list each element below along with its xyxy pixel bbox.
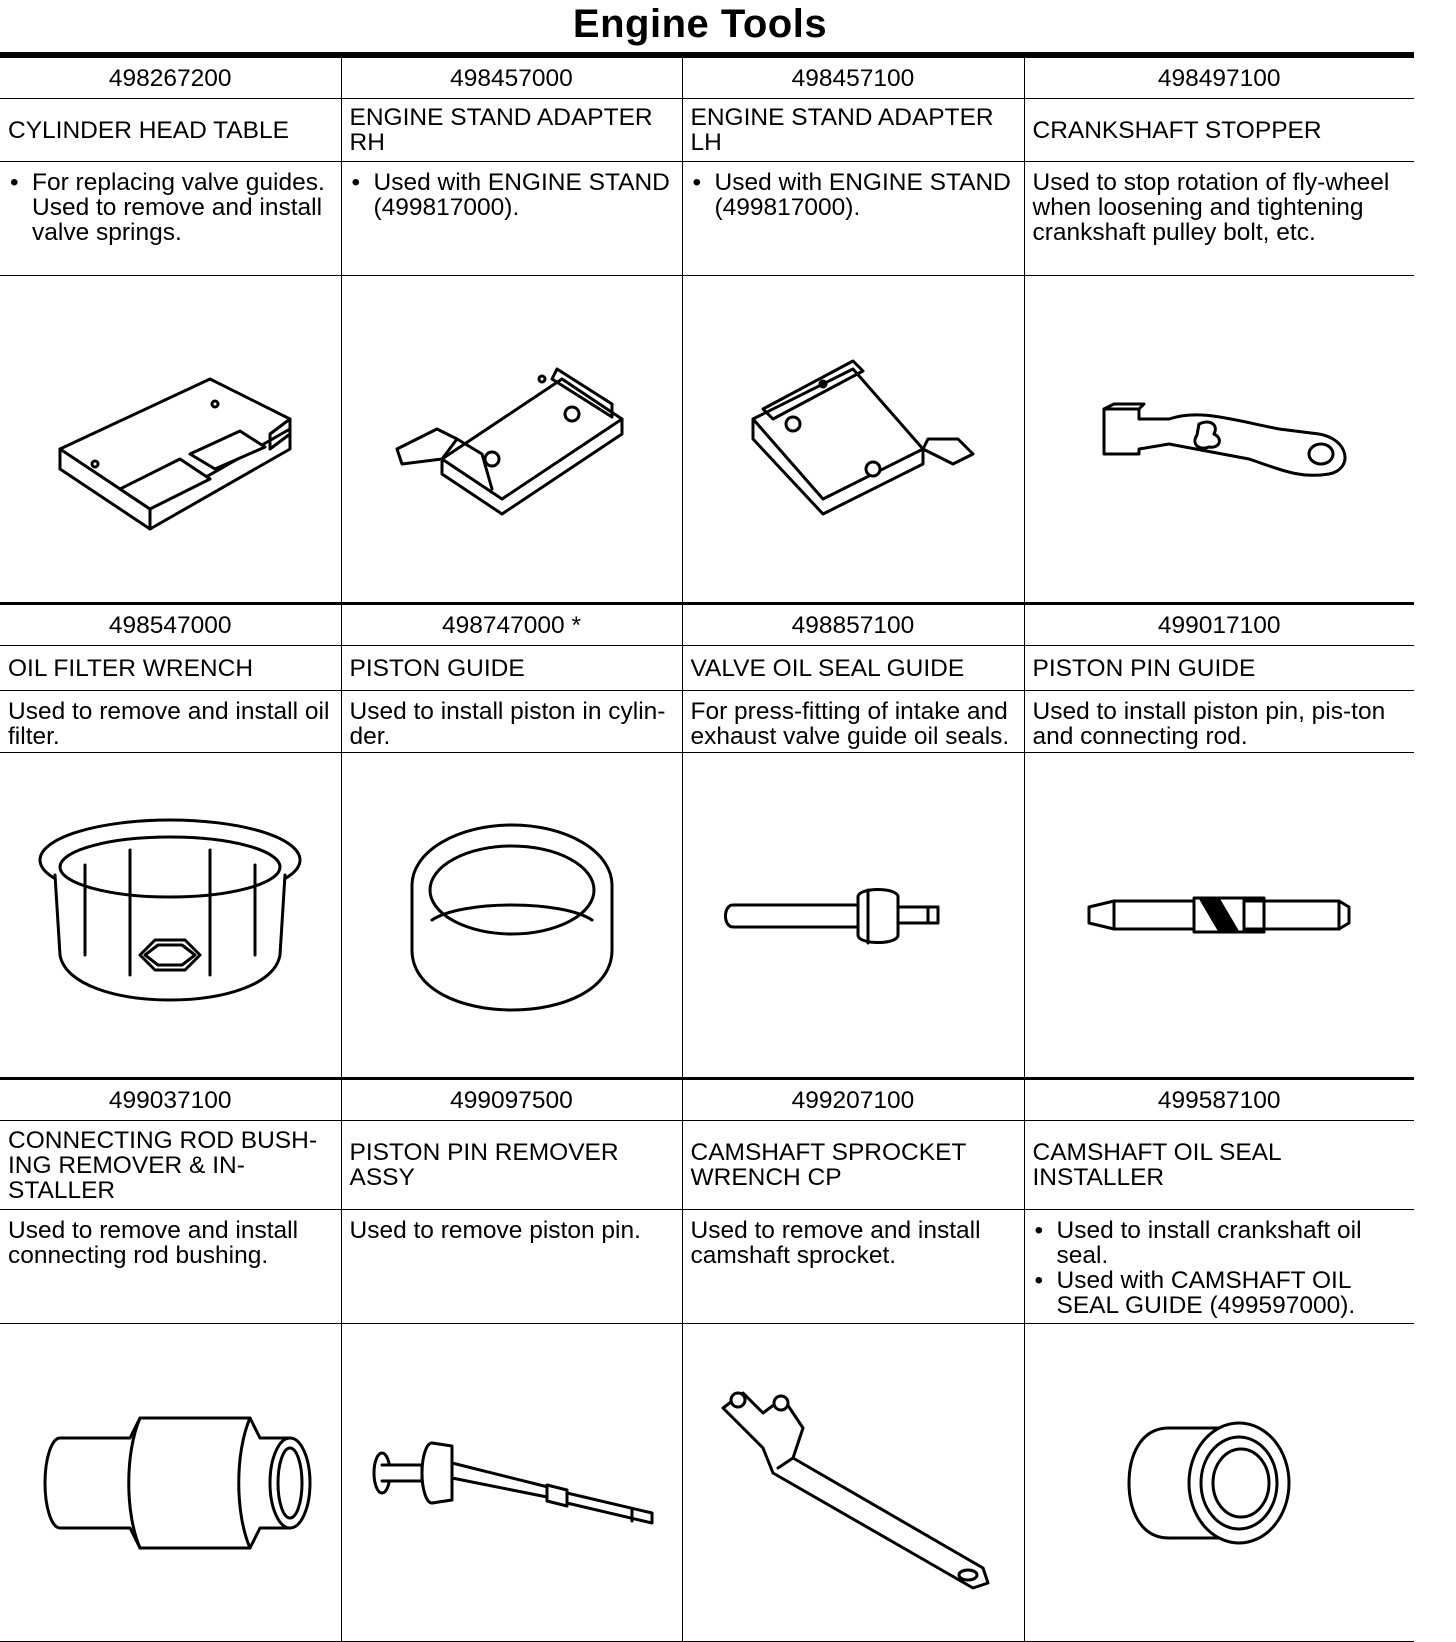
piston-pin-remover-icon	[342, 1413, 682, 1553]
part-number-cell	[1024, 1079, 1414, 1121]
tool-name-cell	[1024, 99, 1414, 162]
tool-description-cell	[682, 1210, 1024, 1324]
tool-name-cell	[341, 646, 682, 691]
tool-description-cell	[341, 691, 682, 753]
camshaft-sprocket-wrench-icon	[683, 1368, 1024, 1598]
description-list	[8, 170, 333, 245]
tool-illustration-cell	[682, 1324, 1024, 1642]
part-number: 498857100	[791, 611, 915, 639]
description-list	[691, 170, 1016, 220]
part-number-cell	[682, 1079, 1024, 1121]
part-number-cell	[1024, 604, 1414, 646]
tool-name: CONNECTING ROD BUSH-ING REMOVER & IN-STALLER	[8, 1126, 317, 1204]
description-bullet: • Used with ENGINE STAND (499817000).	[374, 170, 674, 220]
part-number: 499587100	[1157, 1086, 1281, 1114]
oil-filter-wrench-icon	[0, 805, 341, 1025]
part-number: 498267200	[108, 64, 232, 92]
tool-illustration-cell	[1024, 276, 1414, 604]
page-title: Engine Tools	[572, 2, 828, 46]
description-text: Used to remove piston pin.	[349, 1217, 641, 1244]
part-number-cell	[682, 604, 1024, 646]
tool-illustration-cell	[0, 753, 341, 1079]
tool-illustration-cell	[682, 276, 1024, 604]
tool-name: ENGINE STAND ADAPTER LH	[690, 104, 994, 156]
part-number-cell	[341, 57, 682, 99]
description-text: Used to remove and install connecting rod bushing.	[8, 1217, 299, 1269]
tool-illustration-cell	[341, 276, 682, 604]
tools-table	[0, 55, 1414, 1642]
tool-name-cell	[0, 1121, 341, 1210]
part-number: 499097500	[450, 1086, 573, 1114]
tool-illustration-cell	[341, 753, 682, 1079]
valve-oil-seal-guide-icon	[683, 865, 1024, 965]
description-list	[1033, 1218, 1407, 1318]
description-bullet: • For replacing valve guides. Used to remove and install valve springs.	[32, 170, 333, 245]
description-bullet: • Used with CAMSHAFT OIL SEAL GUIDE (499597000).	[1057, 1268, 1407, 1318]
part-number: 498747000 *	[442, 611, 581, 639]
tool-illustration-cell	[1024, 753, 1414, 1079]
tool-description-cell	[0, 1210, 341, 1324]
tool-description-cell	[1024, 1210, 1414, 1324]
description-text: Used to install piston in cylin-der.	[349, 698, 666, 750]
connecting-rod-bushing-tool-icon	[0, 1393, 341, 1573]
tool-description-cell	[1024, 162, 1414, 276]
part-number-cell	[0, 604, 341, 646]
tool-name-cell	[682, 99, 1024, 162]
tool-name: CAMSHAFT OIL SEAL INSTALLER	[1032, 1139, 1281, 1191]
camshaft-oil-seal-installer-icon	[1025, 1383, 1415, 1583]
tool-name: PISTON PIN REMOVER ASSY	[349, 1139, 619, 1191]
part-number-cell	[341, 604, 682, 646]
part-number: 498457000	[450, 64, 573, 92]
tool-illustration-cell	[682, 753, 1024, 1079]
tool-description-cell	[341, 162, 682, 276]
part-number: 499037100	[108, 1086, 232, 1114]
engine-stand-adapter-rh-icon	[342, 339, 682, 539]
piston-guide-icon	[342, 805, 682, 1025]
part-number-cell	[0, 57, 341, 99]
part-number-cell	[682, 57, 1024, 99]
description-text: Used to remove and install camshaft sprocket.	[690, 1217, 981, 1269]
tool-name-cell	[1024, 646, 1414, 691]
description-text: Used to stop rotation of fly-wheel when loosening and tightening crankshaft pulley bolt, etc.	[1032, 169, 1390, 246]
tool-name-cell	[1024, 1121, 1414, 1210]
tool-name: PISTON GUIDE	[349, 654, 525, 682]
description-text: Used to install piston pin, pis-ton and connecting rod.	[1032, 698, 1386, 750]
part-number: 499017100	[1157, 611, 1281, 639]
tool-description-cell	[0, 162, 341, 276]
tool-name-cell	[682, 1121, 1024, 1210]
part-number: 499207100	[791, 1086, 915, 1114]
description-bullet: • Used to install crankshaft oil seal.	[1057, 1218, 1407, 1268]
tool-description-cell	[341, 1210, 682, 1324]
tool-name-cell	[341, 99, 682, 162]
description-bullet: • Used with ENGINE STAND (499817000).	[715, 170, 1016, 220]
part-number: 498547000	[108, 611, 232, 639]
tool-name: CYLINDER HEAD TABLE	[8, 116, 289, 144]
tool-illustration-cell	[0, 276, 341, 604]
tool-name: PISTON PIN GUIDE	[1032, 654, 1256, 682]
tool-illustration-cell	[341, 1324, 682, 1642]
part-number: 498457100	[791, 64, 915, 92]
tool-name: VALVE OIL SEAL GUIDE	[690, 654, 965, 682]
engine-stand-adapter-lh-icon	[683, 339, 1024, 539]
tool-name-cell	[0, 99, 341, 162]
tool-description-cell	[0, 691, 341, 753]
part-number-cell	[1024, 57, 1414, 99]
description-list	[350, 170, 674, 220]
tool-illustration-cell	[1024, 1324, 1414, 1642]
tool-illustration-cell	[0, 1324, 341, 1642]
tool-name-cell	[682, 646, 1024, 691]
part-number-cell	[0, 1079, 341, 1121]
tool-name-cell	[341, 1121, 682, 1210]
part-number: 498497100	[1157, 64, 1281, 92]
tool-name: CRANKSHAFT STOPPER	[1032, 116, 1322, 144]
tool-name: OIL FILTER WRENCH	[8, 654, 254, 682]
tool-name-cell	[0, 646, 341, 691]
description-text: Used to remove and install oil filter.	[8, 698, 330, 750]
tool-description-cell	[682, 162, 1024, 276]
tool-name: CAMSHAFT SPROCKET WRENCH CP	[690, 1139, 966, 1191]
tool-description-cell	[1024, 691, 1414, 753]
description-text: For press-fitting of intake and exhaust valve guide oil seals.	[690, 698, 1010, 750]
cylinder-head-table-icon	[0, 339, 341, 539]
part-number-cell	[341, 1079, 682, 1121]
tool-description-cell	[682, 691, 1024, 753]
piston-pin-guide-icon	[1025, 865, 1415, 965]
tool-name: ENGINE STAND ADAPTER RH	[349, 104, 653, 156]
crankshaft-stopper-icon	[1025, 369, 1415, 509]
